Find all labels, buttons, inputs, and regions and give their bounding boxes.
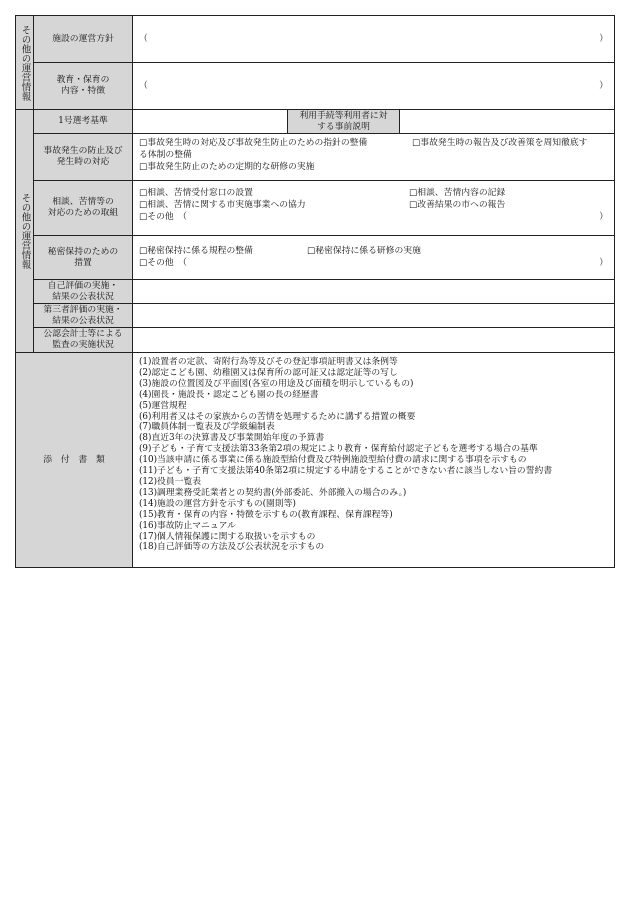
accident-field bbox=[132, 133, 615, 181]
content-label bbox=[33, 62, 133, 110]
third-eval-line2: 結果の公表状況 bbox=[52, 315, 114, 326]
attachment-item: (13)調理業務受託業者との契約書(外部委託、外部搬入の場合のみ。) bbox=[139, 487, 407, 498]
application-form-table bbox=[15, 15, 615, 568]
complaint-label-line2: 対応のための取組 bbox=[47, 208, 119, 218]
content-field[interactable] bbox=[132, 62, 615, 110]
self-eval-line1: 自己評価の実施・ bbox=[47, 280, 119, 291]
prior-explanation-line2: する事前説明 bbox=[317, 121, 370, 132]
secrecy-field bbox=[132, 235, 615, 280]
complaint-label-line1: 相談、苦情等の bbox=[52, 197, 114, 207]
self-eval-label bbox=[33, 279, 133, 304]
attachment-item: (12)役員一覧表 bbox=[139, 476, 202, 487]
policy-label-line1: 施設の運営方針 bbox=[52, 33, 114, 44]
complaint-checkbox-other[interactable]: □その他 （ bbox=[139, 212, 187, 222]
audit-line1: 公認会計士等による bbox=[43, 329, 123, 339]
policy-label bbox=[33, 15, 133, 63]
attachments-field bbox=[132, 352, 615, 568]
accident-label bbox=[33, 133, 133, 181]
audit-label bbox=[33, 327, 133, 353]
attachment-item: (3)施設の位置図及び平面図(各室の用途及び面積を明示しているもの) bbox=[139, 378, 414, 389]
complaint-checkbox-improvement[interactable]: □改善結果の市への報告 bbox=[409, 200, 506, 210]
section2-header: その他の運営情報 bbox=[15, 109, 34, 353]
complaint-checkbox-city-program[interactable]: □相談、苦情に関する市実施事業への協力 bbox=[139, 200, 306, 210]
accident-report-continued: る体制の整備 bbox=[139, 150, 192, 160]
criteria-label-text: 1号選考基準 bbox=[58, 116, 108, 126]
complaint-field bbox=[132, 180, 615, 236]
policy-close-paren: ） bbox=[599, 34, 608, 44]
attachment-item: (11)子ども・子育て支援法第40条第2項に規定する申請をすることができない者に該当しない旨の誓約書 bbox=[139, 466, 553, 477]
attachment-item: (9)子ども・子育て支援法第33条第2項の規定により教育・保育給付認定子どもを選考する場合の基準 bbox=[139, 444, 538, 455]
attachment-item: (6)利用者又はその家族からの苦情を処理するために講ずる措置の概要 bbox=[139, 411, 416, 422]
third-eval-line1: 第三者評価の実施・ bbox=[43, 304, 123, 315]
accident-checkbox-guideline[interactable]: □事故発生時の対応及び事故発生防止のための指針の整備 bbox=[139, 138, 368, 148]
attachments-label-text: 添 付 書 類 bbox=[43, 454, 105, 465]
content-close-paren: ） bbox=[599, 81, 608, 91]
self-eval-line2: 結果の公表状況 bbox=[52, 291, 114, 302]
policy-field[interactable] bbox=[132, 15, 615, 63]
secrecy-close-paren: ） bbox=[599, 258, 608, 268]
secrecy-checkbox-training[interactable]: □秘密保持に係る研修の実施 bbox=[307, 246, 421, 256]
accident-checkbox-training[interactable]: □事故発生防止のための定期的な研修の実施 bbox=[139, 162, 315, 172]
accident-label-line1: 事故発生の防止及び bbox=[43, 146, 123, 156]
accident-checkbox-report[interactable]: □事故発生時の報告及び改善策を周知徹底す bbox=[412, 138, 588, 148]
attachment-item: (16)事故防止マニュアル bbox=[139, 520, 236, 531]
prior-explanation-line1: 利用手続等利用者に対 bbox=[299, 110, 388, 121]
policy-open-paren: （ bbox=[139, 34, 148, 44]
attachment-item: (8)直近3年の決算書及び事業開始年度の予算書 bbox=[139, 433, 325, 444]
content-label-line2: 内容・特徴 bbox=[61, 86, 105, 96]
content-open-paren: （ bbox=[139, 81, 148, 91]
attachment-item: (7)職員体制一覧表及び学級編制表 bbox=[139, 422, 275, 433]
section1-header: その他の運営情報 bbox=[15, 15, 34, 110]
attachment-item: (14)施設の運営方針を示すもの(園則等) bbox=[139, 498, 296, 509]
secrecy-label-line2: 措置 bbox=[74, 257, 92, 268]
attachment-item: (10)当該申請に係る事業に係る施設型給付費及び特例施設型給付費の請求に関する事項を示すもの bbox=[139, 455, 527, 466]
audit-field[interactable] bbox=[132, 327, 615, 353]
prior-explanation-field[interactable] bbox=[399, 109, 615, 134]
secrecy-checkbox-other[interactable]: □その他 （ bbox=[139, 258, 187, 268]
attachment-item: (2)認定こども園、幼稚園又は保育所の認可証又は認定証等の写し bbox=[139, 367, 398, 378]
criteria-field[interactable] bbox=[132, 109, 288, 134]
attachment-item: (18)自己評価等の方法及び公表状況を示すもの bbox=[139, 542, 325, 553]
secrecy-checkbox-rules[interactable]: □秘密保持に係る規程の整備 bbox=[139, 246, 253, 256]
prior-explanation-label bbox=[287, 109, 400, 134]
attachment-item: (1)設置者の定款、寄附行為等及びその登記事項証明書又は条例等 bbox=[139, 357, 398, 367]
third-eval-field[interactable] bbox=[132, 303, 615, 328]
self-eval-field[interactable] bbox=[132, 279, 615, 304]
accident-label-line2: 発生時の対応 bbox=[56, 157, 110, 167]
complaint-checkbox-record[interactable]: □相談、苦情内容の記録 bbox=[409, 188, 506, 198]
complaint-checkbox-window[interactable]: □相談、苦情受付窓口の設置 bbox=[139, 188, 253, 198]
third-eval-label bbox=[33, 303, 133, 328]
attachment-item: (4)園長・施設長・認定こども園の長の経歴書 bbox=[139, 389, 319, 400]
content-label-line1: 教育・保育の bbox=[56, 75, 110, 85]
secrecy-label bbox=[33, 235, 133, 280]
complaint-label bbox=[33, 180, 133, 236]
attachments-label bbox=[15, 352, 133, 568]
audit-line2: 監査の実施状況 bbox=[52, 340, 114, 350]
attachments-list bbox=[139, 357, 552, 553]
criteria-label bbox=[33, 109, 133, 134]
complaint-close-paren: ） bbox=[599, 212, 608, 222]
secrecy-label-line1: 秘密保持のための bbox=[47, 246, 119, 257]
attachment-item: (15)教育・保育の内容・特徴を示すもの(教育課程、保育課程等) bbox=[139, 509, 393, 520]
attachment-item: (5)運営規程 bbox=[139, 400, 187, 411]
attachment-item: (17)個人情報保護に関する取扱いを示すもの bbox=[139, 531, 316, 542]
